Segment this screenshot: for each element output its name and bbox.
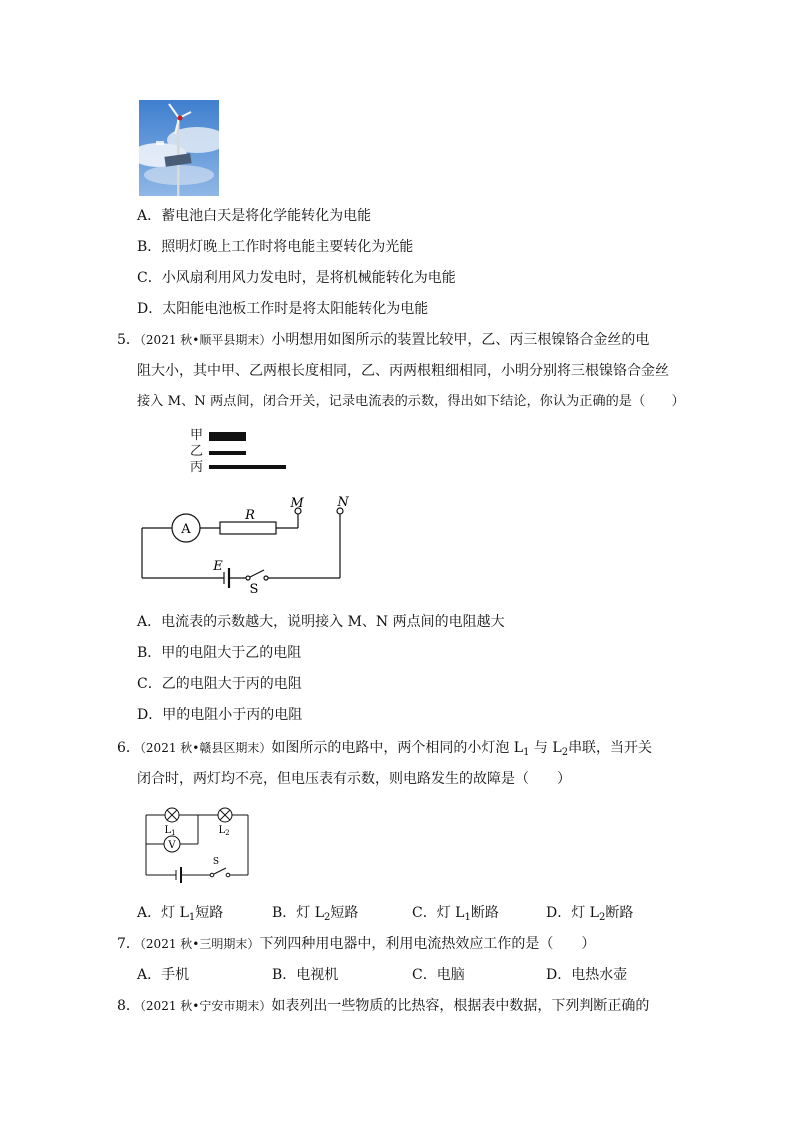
wind-solar-lamp-photo (139, 100, 219, 196)
option-letter: A． (137, 614, 162, 630)
lamp-l2-label: $L_2$ (218, 825, 230, 837)
option-text: 电脑 (436, 967, 465, 983)
question-text: 下列四种用电器中，利用电流热效应工作的是（ ） (259, 936, 596, 952)
wire-label-bing: 丙 (190, 460, 204, 475)
option-letter: A． (137, 905, 162, 921)
q5-option-d[interactable] (137, 706, 302, 724)
option-letter: D． (546, 967, 572, 983)
option-letter: C． (137, 270, 162, 286)
question-source: （2021 秋•顺平县期末） (139, 333, 272, 347)
option-letter: C． (137, 676, 162, 692)
option-text: 手机 (161, 967, 190, 983)
option-text: 乙的电阻大于丙的电阻 (161, 676, 302, 692)
q6-option-c[interactable]: C．灯 $L_1$断路 (412, 905, 499, 923)
resistor-label: R (245, 508, 255, 523)
question-source: （2021 秋•赣县区期末） (139, 741, 272, 755)
q5-option-a[interactable] (137, 613, 505, 631)
question-number: 5． (117, 332, 140, 348)
q4-option-d[interactable] (137, 300, 428, 318)
option-letter: B． (137, 645, 162, 661)
q6-circuit-diagram (140, 800, 255, 890)
option-letter: D． (546, 905, 572, 921)
q7-stem (117, 935, 595, 953)
option-letter: B． (137, 239, 162, 255)
option-letter: C． (412, 967, 437, 983)
option-letter: D． (137, 707, 163, 723)
q4-option-a[interactable] (137, 207, 371, 225)
q6-option-a[interactable]: A．灯 $L_1$短路 (137, 905, 224, 923)
option-text: 照明灯晚上工作时将电能主要转化为光能 (161, 239, 414, 255)
q5-option-b[interactable] (137, 644, 301, 662)
voltmeter-symbol: V (168, 840, 176, 851)
switch-label: S (212, 857, 220, 867)
q6-stem-line2: 闭合时，两灯均不亮，但电压表有示数，则电路发生的故障是（ ） (137, 771, 571, 787)
wire-jia (209, 432, 246, 441)
q5-stem-line3: 接入 M、N 两点间，闭合开关，记录电流表的示数，得出如下结论，你认为正确的是（ ） (137, 394, 685, 409)
question-number: 7． (117, 936, 140, 952)
q4-option-c[interactable] (137, 269, 456, 287)
option-text: 太阳能电池板工作时是将太阳能转化为电能 (162, 301, 429, 317)
q7-option-d[interactable] (546, 966, 627, 984)
battery-label: E (213, 559, 223, 574)
ammeter-symbol: A (181, 522, 191, 537)
question-source: （2021 秋•宁安市期末） (139, 999, 272, 1013)
question-source: （2021 秋•三明期末） (139, 937, 260, 951)
q8-stem (117, 997, 649, 1015)
question-text: 小明想用如图所示的装置比较甲，乙、丙三根镍铬合金丝的电 (271, 332, 650, 348)
q5-stem-line1 (117, 331, 649, 349)
option-text: 小风扇利用风力发电时，是将机械能转化为电能 (161, 270, 456, 286)
option-letter: A． (137, 208, 162, 224)
option-text: 甲的电阻小于丙的电阻 (162, 707, 303, 723)
question-text: 如表列出一些物质的比热容，根据表中数据，下列判断正确的 (271, 998, 650, 1014)
wire-label-yi: 乙 (190, 444, 204, 459)
wire-yi (209, 451, 246, 455)
q5-option-c[interactable] (137, 675, 302, 693)
wire-label-jia: 甲 (190, 428, 204, 443)
q4-option-b[interactable] (137, 238, 413, 256)
terminal-n-label: N (337, 495, 349, 510)
option-text: 电视机 (296, 967, 339, 983)
q6-option-d[interactable]: D．灯 $L_2$断路 (546, 905, 634, 923)
option-letter: B． (272, 905, 297, 921)
option-letter: D． (137, 301, 163, 317)
wire-bing (209, 465, 286, 469)
lamp-l1-label: $L_1$ (164, 825, 176, 837)
option-letter: C． (412, 905, 437, 921)
terminal-m-label: M (290, 496, 304, 511)
question-text: 如图所示的电路中，两个相同的小灯泡 L (271, 740, 524, 756)
option-text: 电热水壶 (571, 967, 628, 983)
option-letter: A． (137, 967, 162, 983)
q7-option-c[interactable] (412, 966, 465, 984)
q5-circuit-diagram (130, 490, 370, 598)
q5-stem-line2: 阻大小，其中甲、乙两根长度相同，乙、丙两根粗细相同，小明分别将三根镍铬合金丝 (137, 363, 669, 379)
option-text: 电流表的示数越大，说明接入 M、N 两点间的电阻越大 (161, 614, 505, 630)
q7-option-b[interactable] (272, 966, 338, 984)
option-letter: B． (272, 967, 297, 983)
question-number: 8． (117, 998, 140, 1014)
switch-label: S (249, 582, 259, 597)
option-text: 蓄电池白天是将化学能转化为电能 (161, 208, 372, 224)
q6-option-b[interactable]: B．灯 $L_2$短路 (272, 905, 359, 923)
q6-stem-line1: 6．（2021 秋•赣县区期末）如图所示的电路中，两个相同的小灯泡 $L_1$ 与 $L_2$串联，当开关 (117, 740, 653, 758)
q7-option-a[interactable] (137, 966, 189, 984)
question-number: 6． (117, 740, 140, 756)
option-text: 甲的电阻大于乙的电阻 (161, 645, 302, 661)
